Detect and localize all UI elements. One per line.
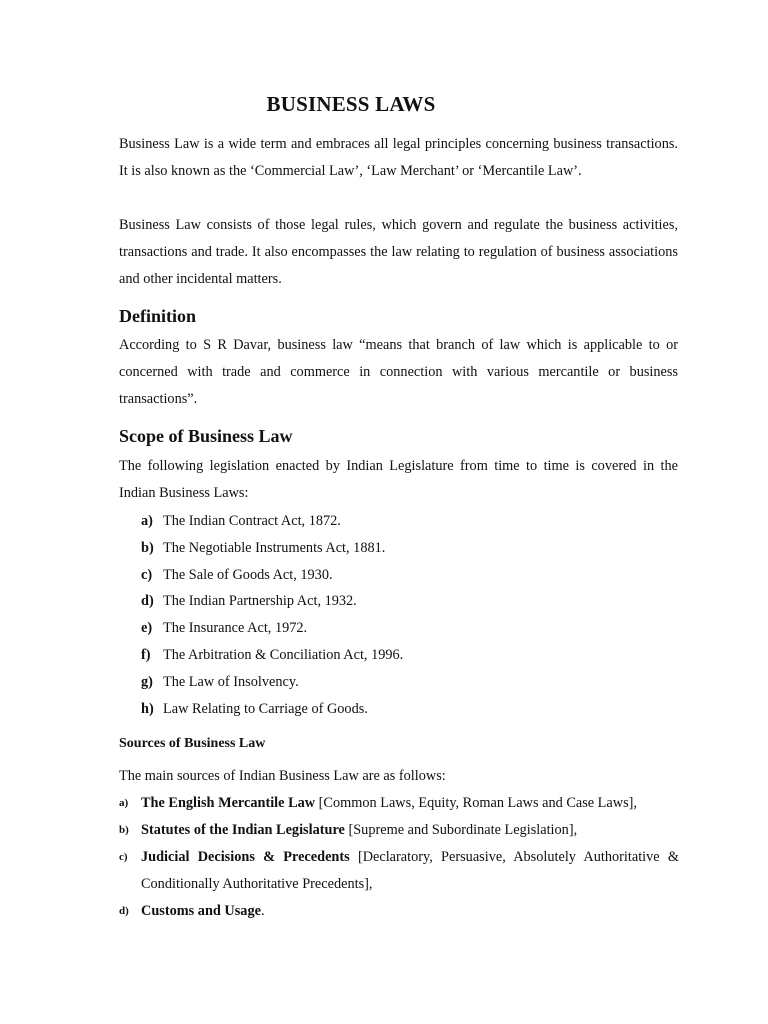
- list-marker: f): [141, 646, 151, 663]
- definition-heading: Definition: [119, 306, 197, 326]
- list-item: [119, 790, 679, 817]
- list-item-text: The Negotiable Instruments Act, 1881.: [163, 539, 386, 556]
- list-item-text: The Law of Insolvency.: [163, 673, 299, 690]
- source-title: The English Mercantile Law: [141, 795, 316, 811]
- list-item-text: The Sale of Goods Act, 1930.: [163, 566, 333, 583]
- list-item: [141, 562, 403, 589]
- list-item: [141, 642, 403, 669]
- list-marker: a): [119, 797, 129, 809]
- source-detail: .: [260, 903, 265, 919]
- list-marker: h): [141, 700, 154, 717]
- sources-list: [119, 790, 679, 925]
- source-title: Judicial Decisions & Precedents: [141, 849, 350, 865]
- list-item: [141, 615, 403, 642]
- list-item-text: The Arbitration & Conciliation Act, 1996.: [163, 646, 404, 663]
- intro-paragraph-1: Business Law is a wide term and embraces all legal principles concerning business transactions. It is also known as the ‘Commercial Law’, ‘Law Merchant’ or ‘Mercantile Law’.: [119, 136, 678, 179]
- list-item: [141, 508, 403, 535]
- source-detail: [Declaratory, Persuasive, Absolutely Authoritative & Conditionally Authoritative Precedents],: [141, 849, 679, 892]
- source-title: Customs and Usage: [141, 903, 261, 919]
- definition-text: According to S R Davar, business law “means that branch of law which is applicable to or concerned with trade and commerce in connection with various mercantile or business transactions”.: [119, 337, 678, 407]
- list-marker: c): [119, 851, 128, 863]
- list-marker: d): [119, 905, 129, 917]
- list-marker: a): [141, 513, 153, 529]
- source-detail: [Common Laws, Equity, Roman Laws and Case Laws],: [315, 795, 637, 811]
- list-item-text: The Indian Partnership Act, 1932.: [163, 593, 357, 610]
- sources-heading: Sources of Business Law: [119, 736, 266, 751]
- scope-intro: The following legislation enacted by Indian Legislature from time to time is covered in the Indian Business Laws:: [119, 458, 678, 501]
- list-item-text: Law Relating to Carriage of Goods.: [163, 700, 368, 717]
- list-marker: e): [141, 620, 153, 637]
- list-marker: g): [141, 673, 153, 690]
- document-title: BUSINESS LAWS: [266, 92, 436, 116]
- list-item: [141, 669, 403, 696]
- list-item-text: The Insurance Act, 1972.: [163, 620, 308, 637]
- list-item: [141, 696, 403, 723]
- list-marker: c): [141, 566, 153, 583]
- intro-paragraph-2: Business Law consists of those legal rules, which govern and regulate the business activities, transactions and trade. It also encompasses the law relating to regulation of business associations and other incidental matters.: [119, 217, 678, 287]
- list-item: [141, 588, 403, 615]
- list-item-text: The Indian Contract Act, 1872.: [163, 513, 341, 529]
- list-marker: b): [141, 539, 154, 556]
- source-title: Statutes of the Indian Legislature: [141, 822, 345, 838]
- source-detail: [Supreme and Subordinate Legislation],: [344, 822, 578, 838]
- sources-intro: The main sources of Indian Business Law are as follows:: [119, 768, 446, 784]
- list-item: [119, 817, 679, 844]
- list-item: [141, 535, 403, 562]
- list-marker: b): [119, 824, 129, 836]
- list-item: [119, 844, 679, 898]
- list-item: [119, 898, 679, 925]
- scope-list: [141, 508, 403, 722]
- scope-heading: Scope of Business Law: [119, 426, 293, 446]
- list-marker: d): [141, 593, 154, 610]
